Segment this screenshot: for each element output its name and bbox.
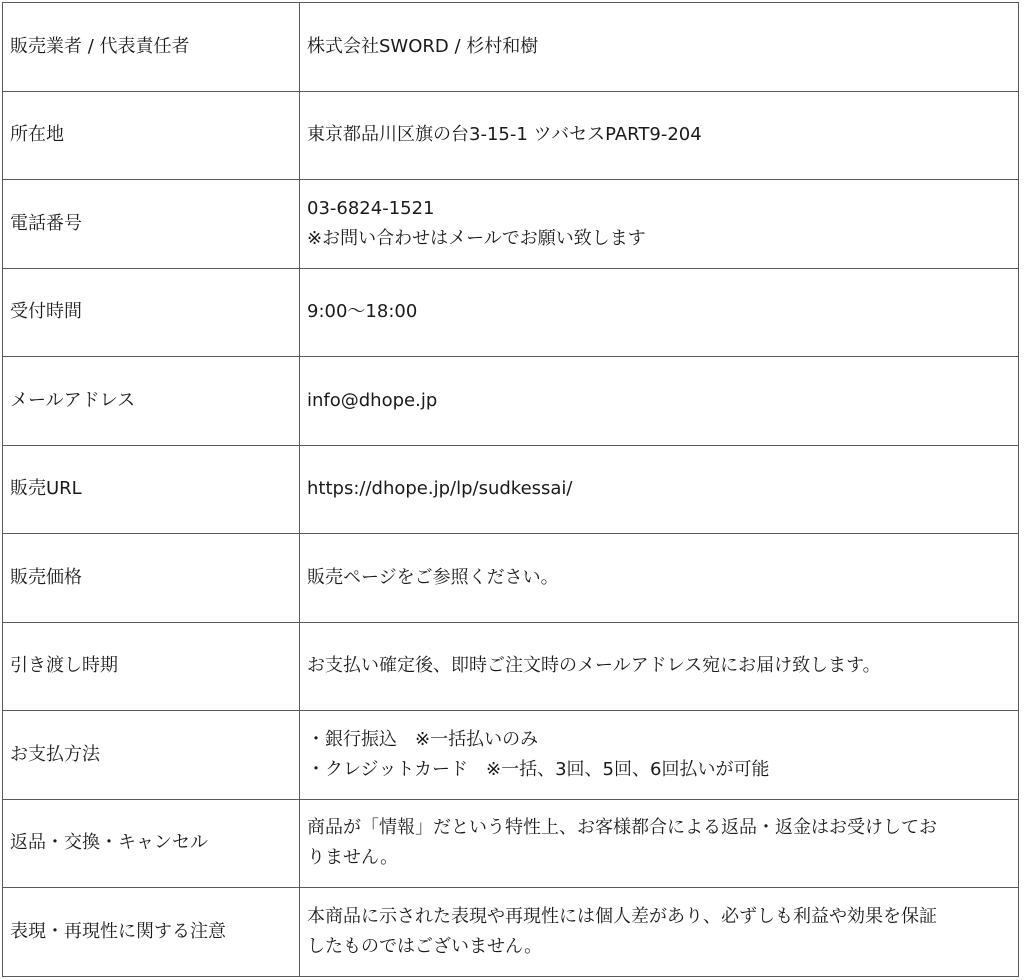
legal-info-table-body (3, 3, 1019, 977)
legal-info-table (2, 2, 1019, 977)
row-label: 販売価格 (3, 534, 300, 623)
row-value (300, 357, 1019, 446)
email-address: info@dhope.jp (307, 389, 438, 411)
row-label: 販売業者 / 代表責任者 (3, 3, 300, 92)
table-row (3, 445, 1019, 534)
row-label: 電話番号 (3, 180, 300, 269)
row-label: 引き渡し時期 (3, 622, 300, 711)
row-value (300, 180, 1019, 269)
table-row (3, 357, 1019, 446)
value-line: りません。 (307, 847, 399, 869)
row-label: 返品・交換・キャンセル (3, 799, 300, 888)
value-line: 9:00〜18:00 (307, 301, 418, 323)
table-row (3, 3, 1019, 92)
row-label: 所在地 (3, 91, 300, 180)
value-line: 販売ページをご参照ください。 (307, 566, 559, 588)
row-label: 販売URL (3, 445, 300, 534)
table-row (3, 799, 1019, 888)
value-line: ・クレジットカード ※一括、3回、5回、6回払いが可能 (307, 758, 770, 780)
table-row (3, 622, 1019, 711)
phone-number: 03-6824-1521 (307, 197, 435, 219)
table-row (3, 180, 1019, 269)
row-label: メールアドレス (3, 357, 300, 446)
row-value (300, 91, 1019, 180)
row-value (300, 799, 1019, 888)
sales-url: https://dhope.jp/lp/sudkessai/ (307, 478, 573, 500)
row-value (300, 711, 1019, 800)
row-label: 表現・再現性に関する注意 (3, 888, 300, 977)
row-value (300, 888, 1019, 977)
table-row (3, 268, 1019, 357)
value-line: 東京都品川区旗の台3-15-1 ツバセスPART9-204 (307, 124, 702, 146)
value-line: したものではございません。 (307, 935, 543, 957)
row-label: 受付時間 (3, 268, 300, 357)
table-row (3, 534, 1019, 623)
value-line: 商品が「情報」だという特性上、お客様都合による返品・返金はお受けしてお (307, 817, 937, 839)
value-line: 株式会社SWORD / 杉村和樹 (307, 35, 539, 57)
row-label: お支払方法 (3, 711, 300, 800)
value-line: 本商品に示された表現や再現性には個人差があり、必ずしも利益や効果を保証 (307, 905, 937, 927)
row-value (300, 534, 1019, 623)
table-row (3, 888, 1019, 977)
value-line: お支払い確定後、即時ご注文時のメールアドレス宛にお届け致します。 (307, 655, 881, 677)
table-row (3, 711, 1019, 800)
row-value (300, 445, 1019, 534)
row-value (300, 3, 1019, 92)
table-row (3, 91, 1019, 180)
value-line: ・銀行振込 ※一括払いのみ (307, 728, 539, 750)
row-value (300, 268, 1019, 357)
row-value (300, 622, 1019, 711)
value-line: ※お問い合わせはメールでお願い致します (307, 227, 646, 249)
